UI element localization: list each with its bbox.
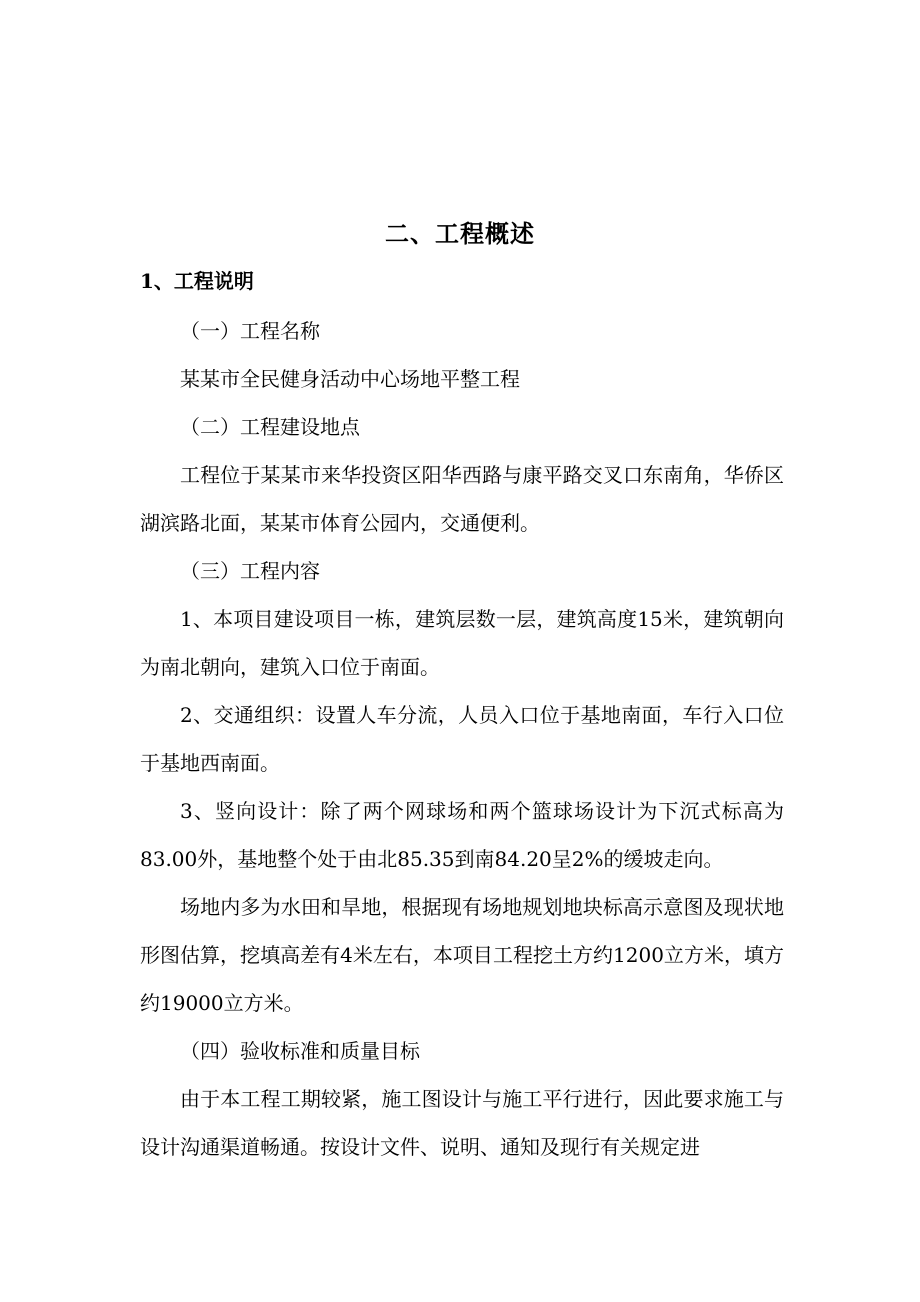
paragraph-project-location: 工程位于某某市来华投资区阳华西路与康平路交叉口东南角，华侨区湖滨路北面，某某市体育公园内，交通便利。: [140, 463, 784, 535]
paragraph-project-name: 某某市全民健身活动中心场地平整工程: [180, 367, 520, 391]
chapter-title: 二、工程概述: [385, 219, 535, 248]
paragraph-content-item-3: 3、竖向设计：除了两个网球场和两个篮球场设计为下沉式标高为83.00外，基地整个处于由北85.35到南84.20呈2%的缓坡走向。: [140, 799, 784, 871]
body-text: [140, 307, 784, 1171]
subheading-project-name: （一）工程名称: [180, 319, 320, 343]
section-heading: 1、工程说明: [140, 269, 254, 293]
subheading-project-content: （三）工程内容: [180, 559, 320, 583]
paragraph-acceptance-standard: 由于本工程工期较紧，施工图设计与施工平行进行，因此要求施工与设计沟通渠道畅通。按设计文件、说明、通知及现行有关规定进: [140, 1087, 784, 1159]
subheading-acceptance-standard: （四）验收标准和质量目标: [180, 1039, 420, 1063]
paragraph-content-item-2: 2、交通组织：设置人车分流，人员入口位于基地南面，车行入口位于基地西南面。: [140, 703, 784, 775]
paragraph-earthwork: 场地内多为水田和旱地，根据现有场地规划地块标高示意图及现状地形图估算，挖填高差有4米左右，本项目工程挖土方约1200立方米，填方约19000立方米。: [140, 895, 784, 1015]
paragraph-content-item-1: 1、本项目建设项目一栋，建筑层数一层，建筑高度15米，建筑朝向为南北朝向，建筑入口位于南面。: [140, 607, 784, 679]
subheading-project-location: （二）工程建设地点: [180, 415, 360, 439]
